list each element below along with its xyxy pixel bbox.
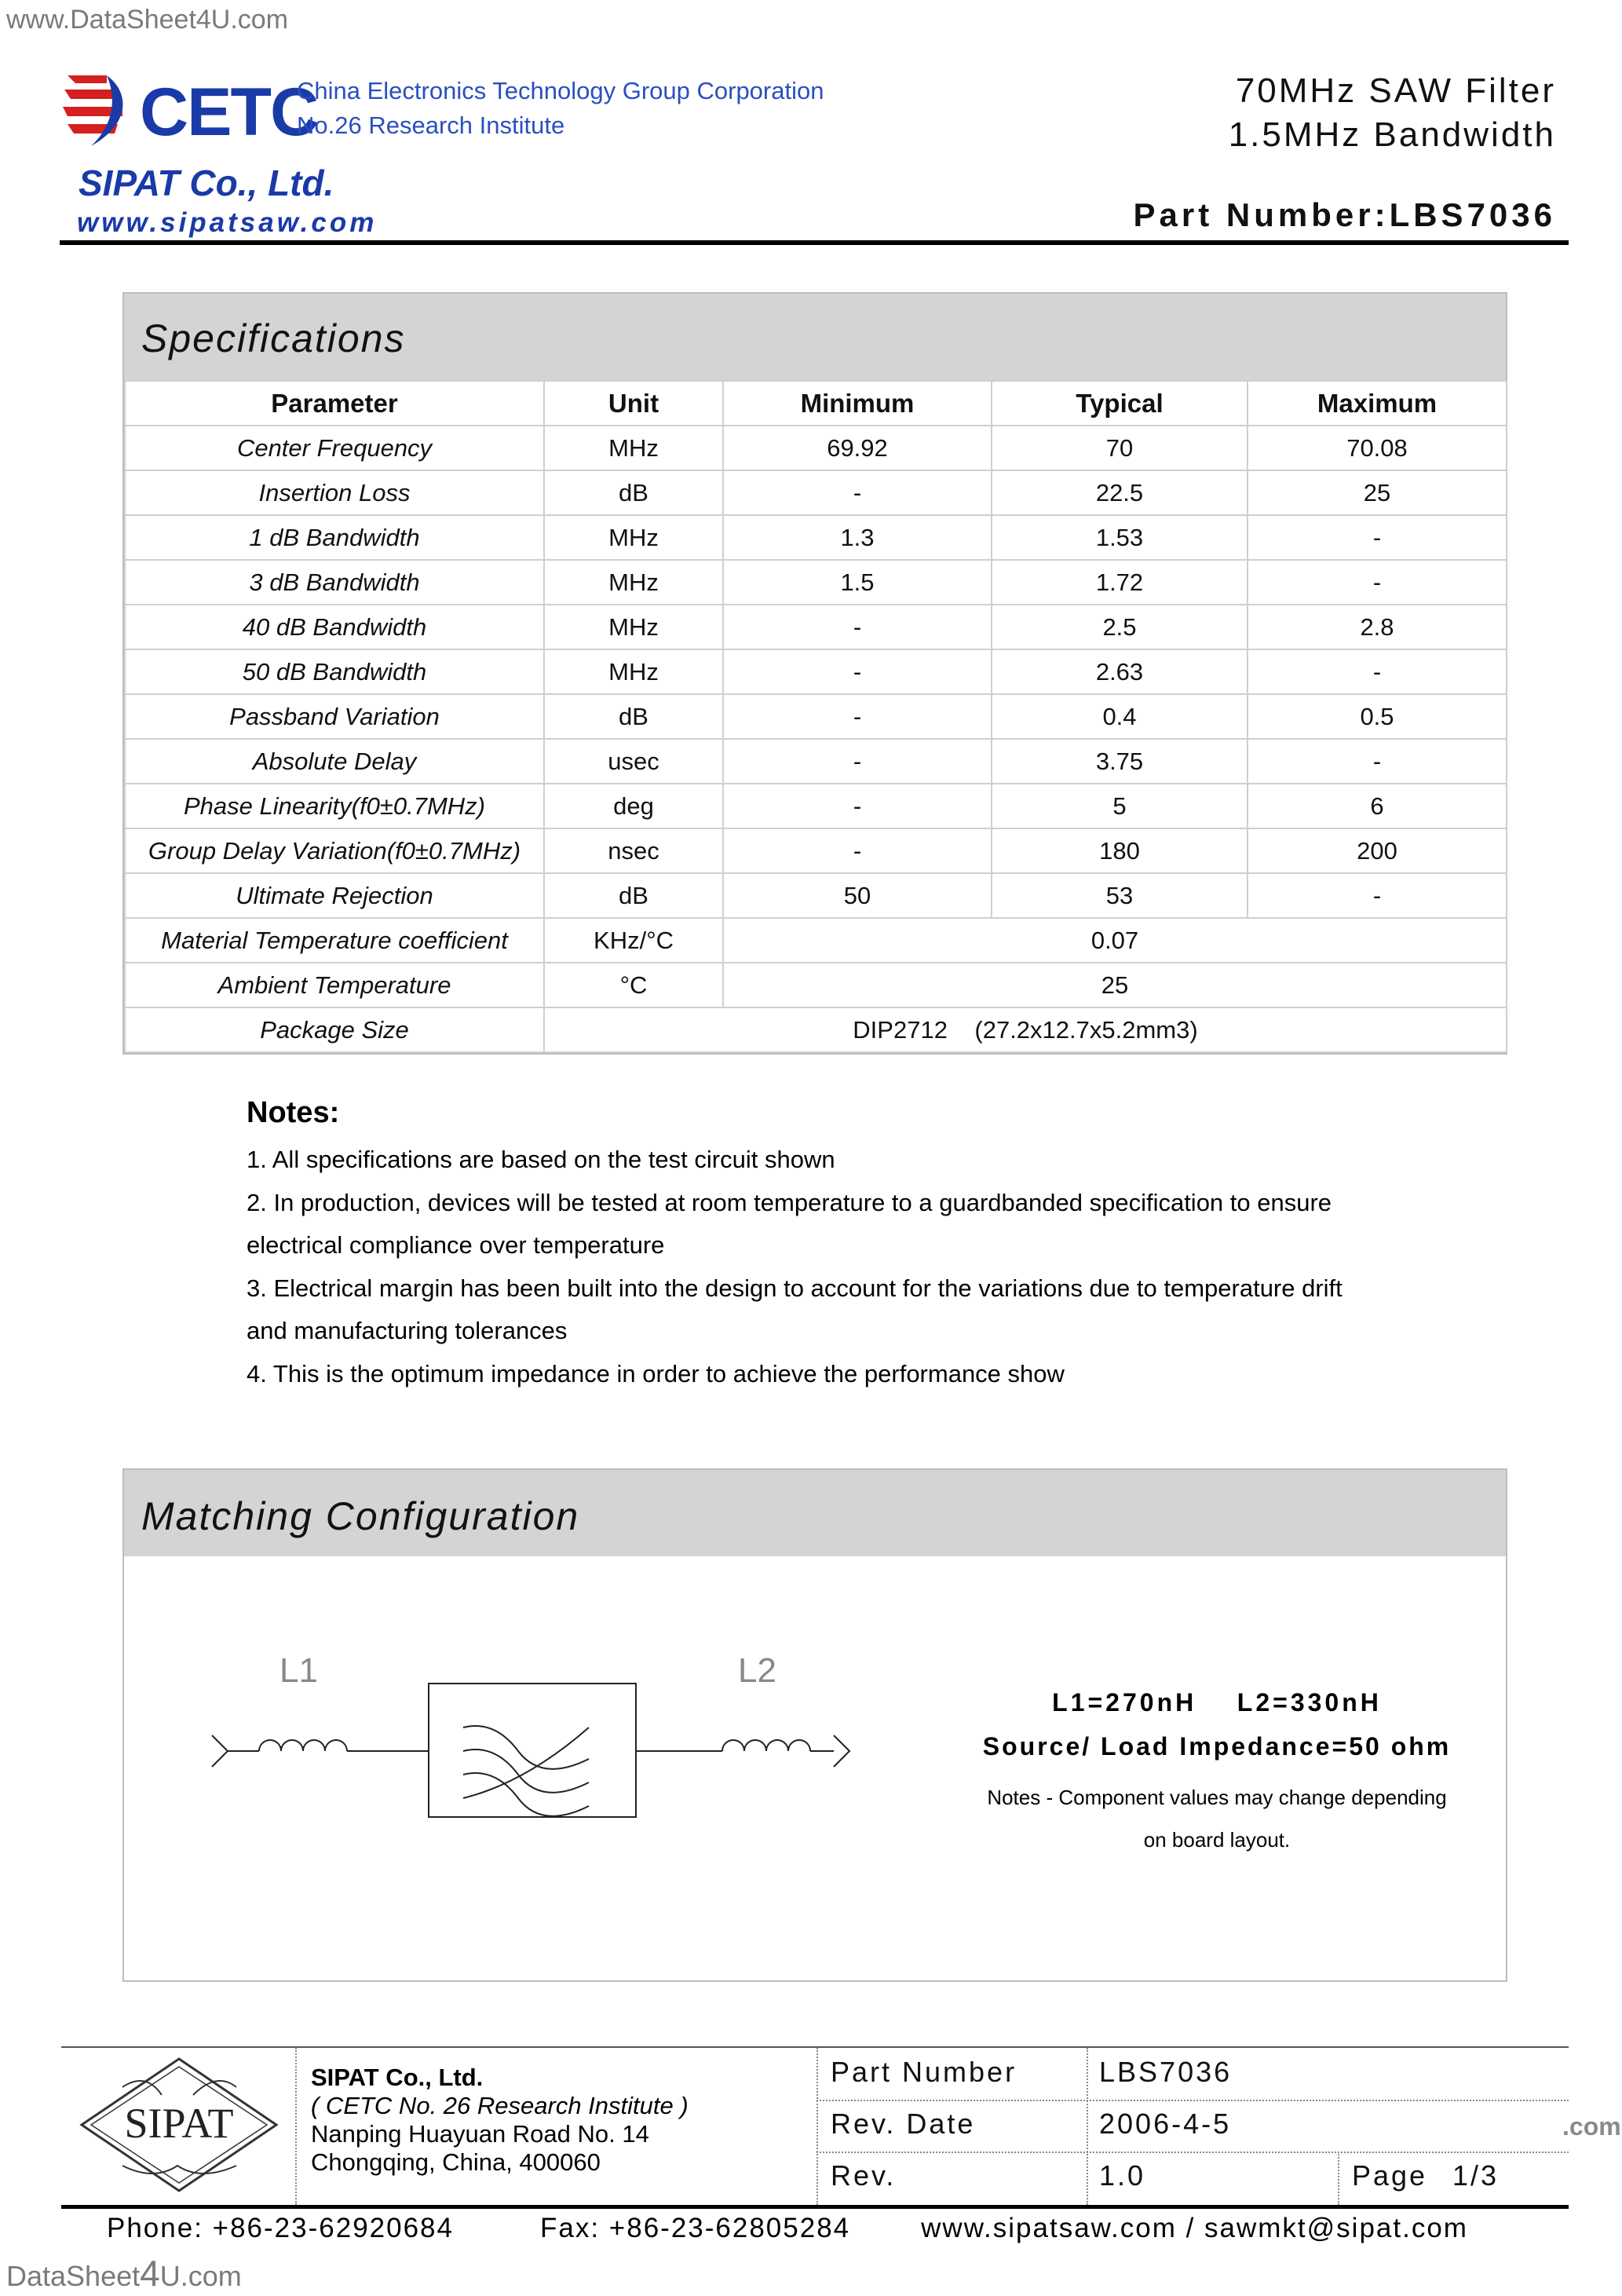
matching-circuit-diagram xyxy=(196,1641,871,1845)
value-cell: 22.5 xyxy=(992,470,1248,515)
footer-rev-value: 1.0 xyxy=(1099,2159,1146,2192)
value-cell: MHz xyxy=(544,426,723,470)
inductor-values: L1=270nH L2=330nH xyxy=(1052,1688,1382,1717)
inductor-l1-icon xyxy=(259,1740,347,1751)
notes-title: Notes: xyxy=(247,1096,340,1129)
note-line: electrical compliance over temperature xyxy=(247,1231,665,1259)
table-row xyxy=(125,1007,1507,1052)
sipat-seal-logo-icon xyxy=(75,2056,283,2194)
watermark-bottom-digit: 4 xyxy=(140,2253,160,2294)
watermark-bottom xyxy=(6,2252,242,2294)
footer-rev-label: Rev. xyxy=(831,2159,897,2192)
table-row xyxy=(125,873,1507,918)
value-cell: 25 xyxy=(1248,470,1507,515)
value-cell: 2.8 xyxy=(1248,605,1507,649)
value-cell: - xyxy=(1248,649,1507,694)
seal-text: SIPAT xyxy=(124,2100,234,2147)
value-cell: nsec xyxy=(544,828,723,873)
company-name: SIPAT Co., Ltd. xyxy=(79,163,334,203)
value-cell: 50 xyxy=(723,873,992,918)
parameter-cell: Insertion Loss xyxy=(125,470,544,515)
watermark-bottom-suffix: U.com xyxy=(159,2260,242,2292)
watermark-top: www.DataSheet4U.com xyxy=(6,5,289,35)
value-cell: deg xyxy=(544,784,723,828)
product-line-1: 70MHz SAW Filter xyxy=(1235,71,1556,110)
corporation-line-2: No.26 Research Institute xyxy=(297,112,565,139)
value-cell: - xyxy=(723,739,992,784)
corporation-line-1: China Electronics Technology Group Corporation xyxy=(297,77,824,104)
product-title xyxy=(1229,69,1556,157)
parameter-cell: Center Frequency xyxy=(125,426,544,470)
company-website-link[interactable]: www.sipatsaw.com xyxy=(77,207,378,238)
input-arrow-icon xyxy=(212,1735,228,1767)
value-cell: 0.07 xyxy=(723,918,1507,963)
footer-table xyxy=(61,2046,1569,2209)
cetc-logo-text: CETC xyxy=(140,75,318,150)
footer-contact xyxy=(107,2213,1468,2244)
matching-title: Matching Configuration xyxy=(141,1494,580,1538)
note-line: 4. This is the optimum impedance in order to achieve the performance show xyxy=(247,1359,1065,1387)
specifications-title: Specifications xyxy=(141,316,406,360)
value-cell: dB xyxy=(544,470,723,515)
matching-values-block xyxy=(942,1688,1492,1861)
value-cell: 200 xyxy=(1248,828,1507,873)
table-row xyxy=(125,963,1507,1007)
column-header: Unit xyxy=(544,381,723,426)
value-cell: 6 xyxy=(1248,784,1507,828)
table-row xyxy=(125,784,1507,828)
parameter-cell: Package Size xyxy=(125,1007,544,1052)
table-header-row xyxy=(125,381,1507,426)
table-row xyxy=(125,739,1507,784)
footer-institute: ( CETC No. 26 Research Institute ) xyxy=(311,2092,689,2119)
corporation-name xyxy=(297,74,824,143)
specifications-header xyxy=(124,294,1506,380)
table-row xyxy=(125,918,1507,963)
notes-list xyxy=(247,1139,1393,1395)
table-row xyxy=(125,515,1507,560)
l2-label: L2 xyxy=(738,1651,776,1690)
value-cell: 1.72 xyxy=(992,560,1248,605)
value-cell: dB xyxy=(544,694,723,739)
watermark-side: .com xyxy=(1562,2112,1621,2141)
specifications-table xyxy=(124,380,1507,1053)
value-cell: usec xyxy=(544,739,723,784)
part-number-heading: Part Number:LBS7036 xyxy=(1133,196,1556,233)
table-row xyxy=(125,470,1507,515)
l1-label: L1 xyxy=(279,1651,318,1690)
footer-page-value: 1/3 xyxy=(1452,2159,1500,2192)
matching-note-2: on board layout. xyxy=(1143,1828,1291,1852)
value-cell: dB xyxy=(544,873,723,918)
table-row xyxy=(125,828,1507,873)
value-cell: KHz/°C xyxy=(544,918,723,963)
value-cell: 5 xyxy=(992,784,1248,828)
parameter-cell: Absolute Delay xyxy=(125,739,544,784)
saw-filter-icon xyxy=(429,1684,636,1817)
value-cell: - xyxy=(1248,739,1507,784)
table-row xyxy=(125,560,1507,605)
footer-date-value: 2006-4-5 xyxy=(1099,2108,1232,2140)
header-divider xyxy=(60,240,1569,245)
table-row xyxy=(125,605,1507,649)
note-line: 1. All specifications are based on the test circuit shown xyxy=(247,1146,835,1173)
product-line-2: 1.5MHz Bandwidth xyxy=(1228,115,1556,154)
watermark-bottom-prefix: DataSheet xyxy=(6,2260,141,2292)
value-cell: 2.5 xyxy=(992,605,1248,649)
footer-company: SIPAT Co., Ltd. xyxy=(311,2064,484,2091)
footer-date-label: Rev. Date xyxy=(831,2108,976,2140)
value-cell: 70.08 xyxy=(1248,426,1507,470)
table-row xyxy=(125,694,1507,739)
value-cell: - xyxy=(1248,873,1507,918)
table-row xyxy=(125,649,1507,694)
footer-web-email-link[interactable]: www.sipatsaw.com / sawmkt@sipat.com xyxy=(921,2213,1468,2243)
value-cell: °C xyxy=(544,963,723,1007)
value-cell: 3.75 xyxy=(992,739,1248,784)
parameter-cell: Ultimate Rejection xyxy=(125,873,544,918)
value-cell: - xyxy=(723,470,992,515)
cetc-logo-icon xyxy=(60,69,132,148)
footer-part-label: Part Number xyxy=(831,2056,1017,2088)
footer-address-1: Nanping Huayuan Road No. 14 xyxy=(311,2120,649,2148)
column-header: Minimum xyxy=(723,381,992,426)
parameter-cell: Passband Variation xyxy=(125,694,544,739)
parameter-cell: 1 dB Bandwidth xyxy=(125,515,544,560)
value-cell: 0.5 xyxy=(1248,694,1507,739)
footer-page-label: Page xyxy=(1352,2159,1428,2192)
value-cell: 1.53 xyxy=(992,515,1248,560)
footer-address-2: Chongqing, China, 400060 xyxy=(311,2148,601,2176)
value-cell: MHz xyxy=(544,560,723,605)
parameter-cell: 50 dB Bandwidth xyxy=(125,649,544,694)
value-cell: 2.63 xyxy=(992,649,1248,694)
value-cell: MHz xyxy=(544,605,723,649)
column-header: Parameter xyxy=(125,381,544,426)
value-cell: MHz xyxy=(544,649,723,694)
value-cell: 69.92 xyxy=(723,426,992,470)
value-cell: 0.4 xyxy=(992,694,1248,739)
footer-phone: Phone: +86-23-62920684 xyxy=(107,2213,454,2243)
value-cell: - xyxy=(723,649,992,694)
value-cell: 180 xyxy=(992,828,1248,873)
value-cell: - xyxy=(723,784,992,828)
note-line: 2. In production, devices will be tested at room temperature to a guardbanded specification to ensure xyxy=(247,1188,1332,1216)
matching-note-1: Notes - Component values may change depending xyxy=(987,1786,1447,1809)
value-cell: - xyxy=(723,828,992,873)
parameter-cell: 3 dB Bandwidth xyxy=(125,560,544,605)
impedance-value: Source/ Load Impedance=50 ohm xyxy=(982,1732,1452,1760)
value-cell: - xyxy=(1248,515,1507,560)
inductor-l2-icon xyxy=(722,1740,810,1751)
value-cell: - xyxy=(1248,560,1507,605)
value-cell: MHz xyxy=(544,515,723,560)
parameter-cell: Ambient Temperature xyxy=(125,963,544,1007)
value-cell: DIP2712 (27.2x12.7x5.2mm3) xyxy=(544,1007,1507,1052)
value-cell: 1.5 xyxy=(723,560,992,605)
column-header: Typical xyxy=(992,381,1248,426)
column-header: Maximum xyxy=(1248,381,1507,426)
value-cell: 53 xyxy=(992,873,1248,918)
value-cell: - xyxy=(723,694,992,739)
value-cell: 70 xyxy=(992,426,1248,470)
note-line: 3. Electrical margin has been built into the design to account for the variations due to temperature drift xyxy=(247,1274,1343,1302)
footer-address xyxy=(311,2064,689,2177)
parameter-cell: Group Delay Variation(f0±0.7MHz) xyxy=(125,828,544,873)
parameter-cell: Material Temperature coefficient xyxy=(125,918,544,963)
matching-header xyxy=(124,1470,1506,1556)
footer-fax: Fax: +86-23-62805284 xyxy=(540,2213,851,2243)
value-cell: - xyxy=(723,605,992,649)
specifications-section xyxy=(122,292,1507,1055)
parameter-cell: 40 dB Bandwidth xyxy=(125,605,544,649)
footer-part-value: LBS7036 xyxy=(1099,2056,1233,2088)
value-cell: 1.3 xyxy=(723,515,992,560)
value-cell: 25 xyxy=(723,963,1507,1007)
note-line: and manufacturing tolerances xyxy=(247,1317,568,1344)
parameter-cell: Phase Linearity(f0±0.7MHz) xyxy=(125,784,544,828)
output-arrow-icon xyxy=(834,1735,849,1767)
table-row xyxy=(125,426,1507,470)
